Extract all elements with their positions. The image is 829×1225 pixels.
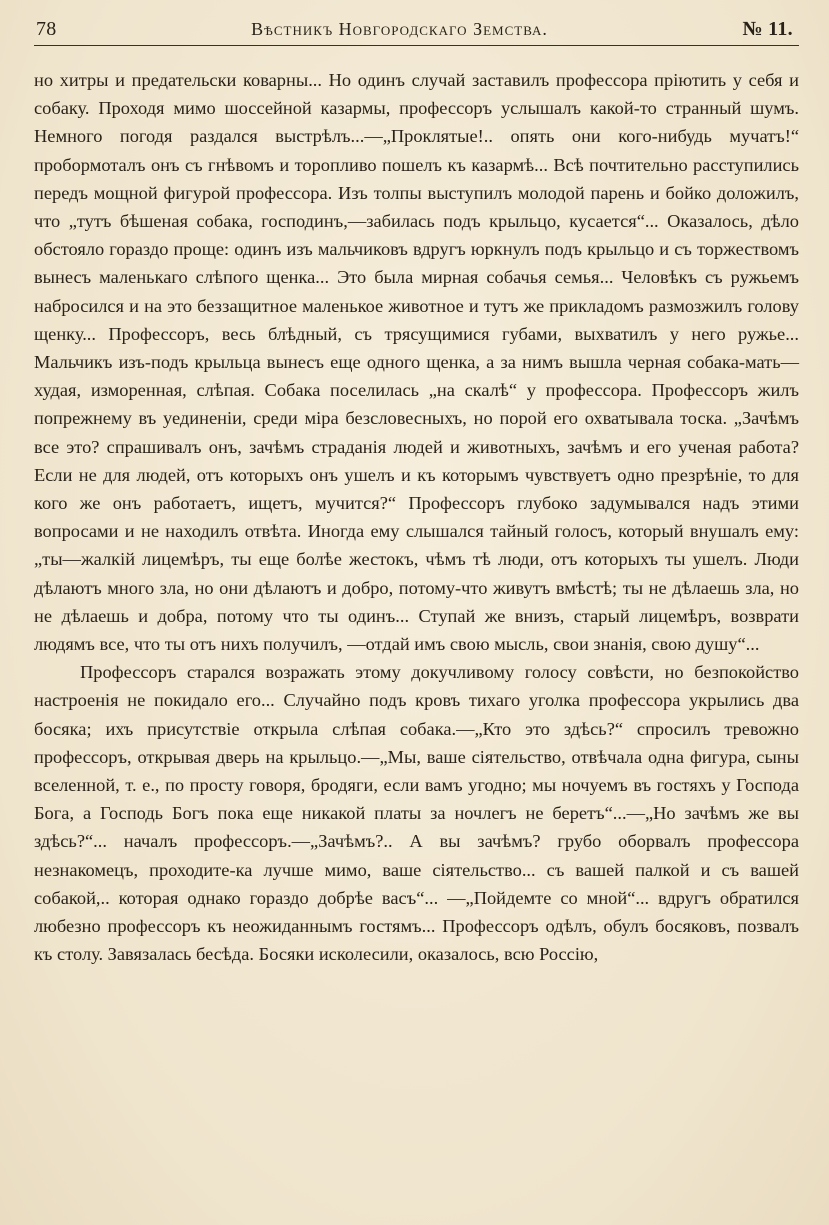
paragraph-1: но хитры и предательски коварны... Но одинъ случай заставилъ профессора пріютить у себя и собаку. Проходя мимо шоссейной казармы, профессоръ услышалъ какой-то странный шумъ. Немного погодя раздался выстрѣлъ...—„Проклятые!.. опять они кого-нибудь мучатъ!“ пробормоталъ онъ съ гнѣвомъ и торопливо пошелъ къ казармѣ... Всѣ почтительно расступились передъ мощной фигурой профессора. Изъ толпы выступилъ молодой парень и бойко доложилъ, что „тутъ бѣшеная собака, господинъ,—забилась подъ крыльцо, кусается“... Оказалось, дѣло обстояло гораздо проще: одинъ изъ мальчиковъ вдругъ юркнулъ подъ крыльцо и съ торжествомъ вынесъ маленькаго слѣпого щенка... Это была мирная собачья семья... Человѣкъ съ ружьемъ набросился и на это беззащитное маленькое животное и тутъ же прикладомъ размозжилъ голову щенку... Профессоръ, весь блѣдный, съ трясущимися губами, выхватилъ у него ружье... Мальчикъ изъ-подъ крыльца вынесъ еще одного щенка, а за нимъ вышла черная собака-мать—худая, изморенная, слѣпая. Собака поселилась „на скалѣ“ у профессора. Профессоръ жилъ попрежнему въ уединеніи, среди міра безсловесныхъ, но порой его охватывала тоска. „Зачѣмъ все это? спрашивалъ онъ, зачѣмъ страданія людей и животныхъ, зачѣмъ и его ученая работа? Если не для людей, отъ которыхъ онъ ушелъ и къ которымъ чувствуетъ одно презрѣніе, то для кого же онъ работаетъ, ищетъ, мучится?“ Профессоръ глубоко задумывался надъ этими вопросами и не находилъ отвѣта. Иногда ему слышался тайный голосъ, который внушалъ ему: „ты—жалкій лицемѣръ, ты еще болѣе жестокъ, чѣмъ тѣ люди, отъ которыхъ ты ушелъ. Люди дѣлаютъ много зла, но они дѣлаютъ и добро, потому-что живутъ вмѣстѣ; ты не дѣлаешь зла, но не дѣлаешь и добра, потому что ты одинъ... Ступай же внизъ, старый лицемѣръ, возврати людямъ все, что ты отъ нихъ получилъ, —отдай имъ свою мысль, свои знанія, свою душу“... xyxy=(34,70,799,655)
paragraph-2: Профессоръ старался возражать этому докучливому голосу совѣсти, но безпокойство настроенія не покидало его... Случайно подъ кровъ тихаго уголка профессора укрылись два босяка; ихъ присутствіе открыла слѣпая собака.—„Кто это здѣсь?“ спросилъ тревожно профессоръ, открывая дверь на крыльцо.—„Мы, ваше сіятельство, отвѣчала одна фигура, сыны вселенной, т. е., по просту говоря, бродяги, если вамъ угодно; мы ночуемъ въ гостяхъ у Господа Бога, а Господь Богъ пока еще никакой платы за ночлегъ не беретъ“...—„Но зачѣмъ же вы здѣсь?“... началъ профессоръ.—„Зачѣмъ?.. А вы зачѣмъ? грубо оборвалъ профессора незнакомецъ, проходите-ка лучше мимо, ваше сіятельство... съ вашей палкой и съ вашей собакой,.. которая однако гораздо добрѣе васъ“... —„Пойдемте со мной“... вдругъ обратился любезно профессоръ къ неожиданнымъ гостямъ... Профессоръ одѣлъ, обулъ босяковъ, позвалъ къ столу. Завязалась бесѣда. Босяки исколесили, оказалось, всю Россію, xyxy=(34,662,799,965)
body-text xyxy=(34,66,799,969)
issue-number: № 11. xyxy=(742,18,793,40)
running-header xyxy=(34,18,799,46)
page-number: 78 xyxy=(36,18,57,40)
journal-title: Вѣстникъ Новгородскаго Земства. xyxy=(251,19,548,39)
